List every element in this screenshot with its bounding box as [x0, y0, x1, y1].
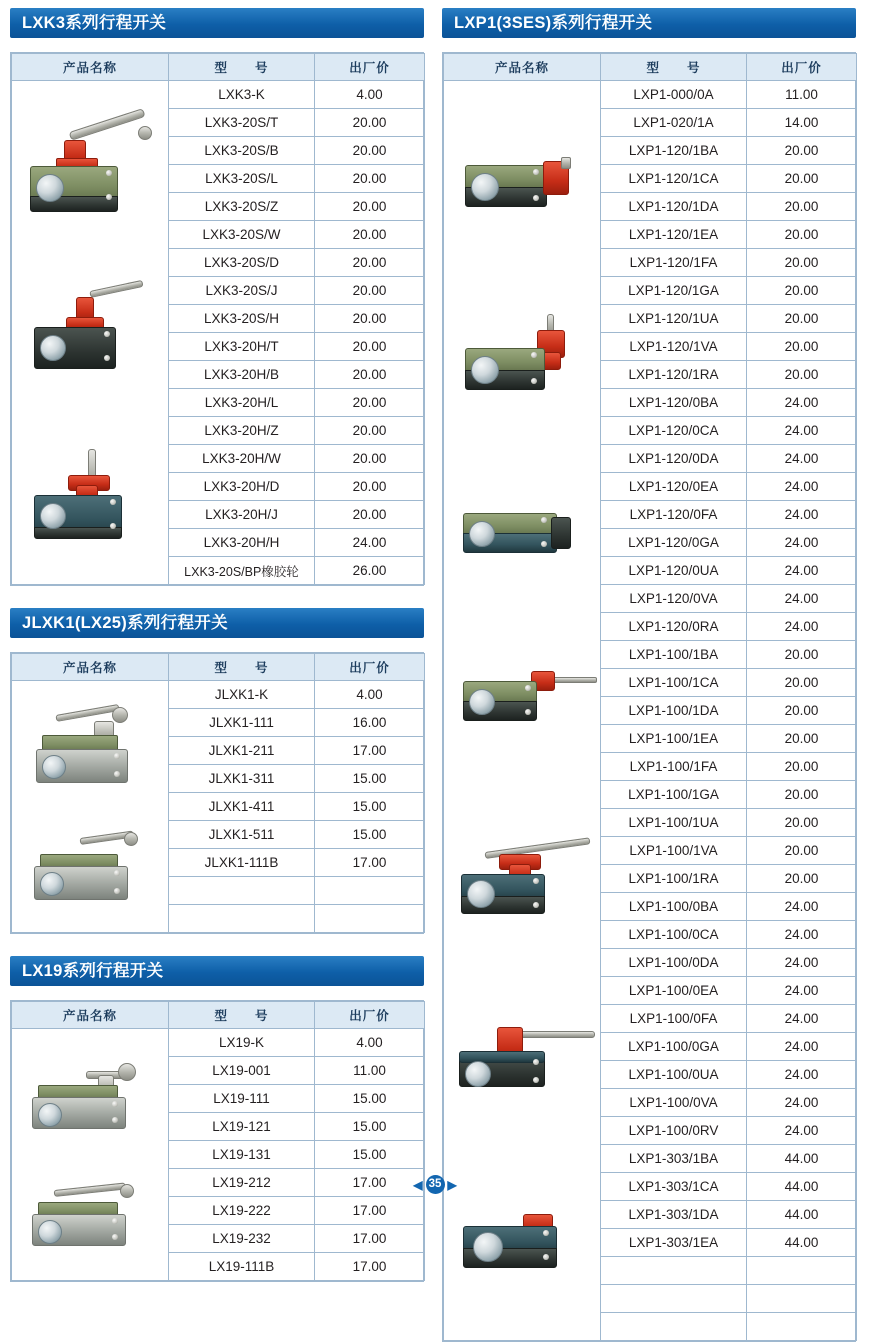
cell-price: 20.00 — [747, 641, 857, 669]
cell-model: LXP1-100/0VA — [601, 1089, 747, 1117]
cell-price: 24.00 — [747, 557, 857, 585]
product-image-lxp1 — [444, 81, 601, 1341]
cell-model: LXK3-20S/BP橡胶轮 — [169, 557, 315, 585]
cell-price: 15.00 — [315, 765, 425, 793]
table-lx19 — [10, 1000, 424, 1282]
cell-model: LXP1-120/0GA — [601, 529, 747, 557]
cell-model: LXP1-100/0GA — [601, 1033, 747, 1061]
cell-price — [747, 1313, 857, 1341]
cell-model: LX19-121 — [169, 1113, 315, 1141]
cell-model: LXP1-120/0UA — [601, 557, 747, 585]
cell-price: 4.00 — [315, 1029, 425, 1057]
cell-model: LXP1-100/0CA — [601, 921, 747, 949]
cell-price: 20.00 — [747, 697, 857, 725]
cell-model: LXP1-100/0DA — [601, 949, 747, 977]
cell-price: 20.00 — [747, 361, 857, 389]
section-header-jlxk1 — [10, 608, 424, 638]
section-header-lx19 — [10, 956, 424, 986]
cell-price: 20.00 — [747, 221, 857, 249]
table-row — [12, 81, 425, 109]
cell-model: JLXK1-211 — [169, 737, 315, 765]
cell-price: 15.00 — [315, 821, 425, 849]
cell-price — [315, 877, 425, 905]
col-header-model: 型 号 — [169, 1002, 315, 1029]
cell-model: LXP1-100/0RV — [601, 1117, 747, 1145]
cell-price: 4.00 — [315, 81, 425, 109]
table-header-row — [12, 654, 425, 681]
cell-model: LXK3-20S/L — [169, 165, 315, 193]
cell-model: LX19-K — [169, 1029, 315, 1057]
cell-price: 20.00 — [747, 781, 857, 809]
cell-price: 20.00 — [315, 389, 425, 417]
cell-price: 20.00 — [315, 165, 425, 193]
cell-model: LXK3-20S/J — [169, 277, 315, 305]
cell-price: 14.00 — [747, 109, 857, 137]
cell-price: 24.00 — [747, 1005, 857, 1033]
cell-price: 15.00 — [315, 1113, 425, 1141]
cell-model: LXK3-20S/D — [169, 249, 315, 277]
switch-illustration-lxp1-6 — [447, 1015, 597, 1105]
switch-illustration-lxk3-rod — [20, 449, 160, 541]
cell-price: 16.00 — [315, 709, 425, 737]
cell-model: LX19-001 — [169, 1057, 315, 1085]
col-header-product-name: 产品名称 — [444, 54, 601, 81]
cell-price: 24.00 — [747, 1061, 857, 1089]
product-image-jlxk1 — [12, 681, 169, 933]
section-header-lxp1 — [442, 8, 856, 38]
cell-model: LXP1-100/1VA — [601, 837, 747, 865]
cell-model: LX19-111 — [169, 1085, 315, 1113]
cell-price: 44.00 — [747, 1145, 857, 1173]
cell-price: 20.00 — [747, 809, 857, 837]
cell-price: 15.00 — [315, 793, 425, 821]
cell-price: 24.00 — [747, 585, 857, 613]
cell-price: 24.00 — [315, 529, 425, 557]
cell-price: 20.00 — [315, 305, 425, 333]
switch-illustration-lxk3-20s — [20, 124, 160, 214]
cell-model: LXK3-20H/B — [169, 361, 315, 389]
page-footer — [0, 1175, 870, 1194]
switch-illustration-lxk3-20h — [20, 287, 160, 375]
cell-model: LXP1-120/0VA — [601, 585, 747, 613]
cell-model: LXP1-100/1GA — [601, 781, 747, 809]
cell-price — [747, 1257, 857, 1285]
cell-model: LXP1-100/1DA — [601, 697, 747, 725]
cell-price: 20.00 — [747, 249, 857, 277]
cell-model: JLXK1-411 — [169, 793, 315, 821]
cell-price: 15.00 — [315, 1141, 425, 1169]
cell-model: LXK3-20H/L — [169, 389, 315, 417]
cell-price: 24.00 — [747, 893, 857, 921]
cell-model: LXP1-100/0EA — [601, 977, 747, 1005]
switch-illustration-lxp1-7 — [447, 1202, 597, 1274]
cell-price: 20.00 — [747, 669, 857, 697]
cell-price: 20.00 — [747, 305, 857, 333]
cell-price: 20.00 — [315, 109, 425, 137]
cell-price: 20.00 — [747, 193, 857, 221]
table-header-row — [444, 54, 857, 81]
cell-price: 20.00 — [315, 249, 425, 277]
cell-model: LXP1-100/0BA — [601, 893, 747, 921]
cell-model: LXP1-120/0CA — [601, 417, 747, 445]
cell-price: 20.00 — [747, 165, 857, 193]
cell-model: LXP1-120/1FA — [601, 249, 747, 277]
cell-price: 26.00 — [315, 557, 425, 585]
table-header-row — [12, 54, 425, 81]
cell-model: LXP1-303/1DA — [601, 1201, 747, 1229]
cell-model: LXK3-20H/H — [169, 529, 315, 557]
cell-model: LXP1-303/1CA — [601, 1173, 747, 1201]
cell-price: 44.00 — [747, 1201, 857, 1229]
cell-model: LXP1-100/1BA — [601, 641, 747, 669]
cell-model: LXK3-20S/W — [169, 221, 315, 249]
cell-model: LXK3-20H/Z — [169, 417, 315, 445]
cell-price: 24.00 — [747, 977, 857, 1005]
cell-price: 20.00 — [747, 865, 857, 893]
cell-price: 20.00 — [747, 277, 857, 305]
cell-price: 17.00 — [315, 1197, 425, 1225]
table-header-row — [12, 1002, 425, 1029]
cell-model: LXP1-120/1DA — [601, 193, 747, 221]
cell-price — [747, 1285, 857, 1313]
cell-price: 17.00 — [315, 849, 425, 877]
cell-price: 15.00 — [315, 1085, 425, 1113]
cell-model: LXK3-20H/W — [169, 445, 315, 473]
col-header-product-name: 产品名称 — [12, 1002, 169, 1029]
cell-price: 20.00 — [315, 445, 425, 473]
col-header-model: 型 号 — [169, 54, 315, 81]
cell-price: 17.00 — [315, 737, 425, 765]
left-column — [10, 8, 424, 1342]
cell-price: 20.00 — [747, 333, 857, 361]
col-header-price: 出厂价 — [315, 54, 425, 81]
product-image-lx19 — [12, 1029, 169, 1281]
cell-price: 44.00 — [747, 1173, 857, 1201]
cell-price: 17.00 — [315, 1169, 425, 1197]
switch-illustration-lxp1-4 — [447, 659, 597, 729]
cell-model: LXP1-100/1CA — [601, 669, 747, 697]
col-header-product-name: 产品名称 — [12, 54, 169, 81]
cell-model: LXP1-120/1RA — [601, 361, 747, 389]
cell-model: LXK3-20S/T — [169, 109, 315, 137]
cell-model: LXK3-20H/J — [169, 501, 315, 529]
cell-price: 20.00 — [315, 417, 425, 445]
cell-model: LXP1-120/0BA — [601, 389, 747, 417]
cell-price: 24.00 — [747, 445, 857, 473]
col-header-price: 出厂价 — [315, 1002, 425, 1029]
cell-model: LXP1-120/0FA — [601, 501, 747, 529]
table-row — [12, 1029, 425, 1057]
col-header-model: 型 号 — [169, 654, 315, 681]
cell-price: 24.00 — [747, 613, 857, 641]
cell-model — [169, 905, 315, 933]
cell-price: 24.00 — [747, 473, 857, 501]
section-title: LX19系列行程开关 — [22, 961, 164, 980]
cell-model: LXK3-20S/Z — [169, 193, 315, 221]
cell-model: JLXK1-111 — [169, 709, 315, 737]
switch-illustration-jlxk1-a — [20, 705, 160, 793]
cell-price: 20.00 — [315, 277, 425, 305]
cell-model: LXP1-100/0UA — [601, 1061, 747, 1089]
cell-price: 20.00 — [747, 753, 857, 781]
table-row — [12, 681, 425, 709]
cell-model: LXP1-120/1BA — [601, 137, 747, 165]
cell-price: 24.00 — [747, 529, 857, 557]
table-jlxk1 — [10, 652, 424, 934]
cell-model: LXP1-303/1BA — [601, 1145, 747, 1173]
cell-price: 24.00 — [747, 921, 857, 949]
page-columns — [10, 8, 860, 1342]
product-image-lxk3 — [12, 81, 169, 585]
section-title: JLXK1(LX25)系列行程开关 — [22, 613, 228, 632]
cell-price: 20.00 — [315, 333, 425, 361]
switch-illustration-lx19-a — [20, 1055, 160, 1135]
right-column — [442, 8, 856, 1342]
cell-price: 20.00 — [747, 837, 857, 865]
next-page-arrow-icon: ▶ — [447, 1177, 457, 1192]
cell-price: 24.00 — [747, 1089, 857, 1117]
cell-model: LXK3-K — [169, 81, 315, 109]
cell-model: LXK3-20S/B — [169, 137, 315, 165]
cell-model — [169, 877, 315, 905]
cell-model: LX19-222 — [169, 1197, 315, 1225]
table-lxp1 — [442, 52, 856, 1342]
cell-price: 11.00 — [747, 81, 857, 109]
switch-illustration-lxp1-3 — [447, 497, 597, 563]
cell-price: 20.00 — [747, 137, 857, 165]
switch-illustration-lxp1-2 — [447, 314, 597, 400]
cell-price: 24.00 — [747, 417, 857, 445]
cell-model: LXP1-000/0A — [601, 81, 747, 109]
cell-model — [601, 1285, 747, 1313]
cell-price: 20.00 — [747, 725, 857, 753]
cell-model: JLXK1-511 — [169, 821, 315, 849]
cell-price: 20.00 — [315, 361, 425, 389]
cell-price: 4.00 — [315, 681, 425, 709]
cell-price: 24.00 — [747, 949, 857, 977]
cell-price: 20.00 — [315, 501, 425, 529]
cell-model: LXP1-303/1EA — [601, 1229, 747, 1257]
cell-model: LXK3-20H/D — [169, 473, 315, 501]
cell-model: JLXK1-K — [169, 681, 315, 709]
cell-price: 20.00 — [315, 137, 425, 165]
cell-model: LXP1-120/0RA — [601, 613, 747, 641]
cell-model: JLXK1-311 — [169, 765, 315, 793]
cell-price: 24.00 — [747, 501, 857, 529]
cell-model: LXP1-120/0EA — [601, 473, 747, 501]
switch-illustration-lxp1-1 — [447, 147, 597, 217]
cell-price: 24.00 — [747, 1033, 857, 1061]
cell-price: 17.00 — [315, 1253, 425, 1281]
page-number: 35 — [426, 1175, 445, 1194]
cell-model: LXP1-100/1EA — [601, 725, 747, 753]
section-title: LXP1(3SES)系列行程开关 — [454, 13, 653, 32]
cell-model: JLXK1-111B — [169, 849, 315, 877]
cell-price: 17.00 — [315, 1225, 425, 1253]
cell-model: LXP1-100/1RA — [601, 865, 747, 893]
table-row — [444, 81, 857, 109]
cell-price — [315, 905, 425, 933]
cell-price: 20.00 — [315, 473, 425, 501]
cell-model: LXK3-20H/T — [169, 333, 315, 361]
cell-model: LXP1-120/1GA — [601, 277, 747, 305]
col-header-model: 型 号 — [601, 54, 747, 81]
cell-price: 24.00 — [747, 1117, 857, 1145]
cell-model: LX19-212 — [169, 1169, 315, 1197]
cell-model: LXP1-020/1A — [601, 109, 747, 137]
prev-page-arrow-icon: ◀ — [413, 1177, 423, 1192]
cell-model — [601, 1313, 747, 1341]
cell-price: 11.00 — [315, 1057, 425, 1085]
col-header-price: 出厂价 — [315, 654, 425, 681]
cell-model: LXP1-120/1VA — [601, 333, 747, 361]
cell-model: LX19-111B — [169, 1253, 315, 1281]
section-header-lxk3 — [10, 8, 424, 38]
cell-model: LXP1-100/1FA — [601, 753, 747, 781]
switch-illustration-lxp1-5 — [447, 826, 597, 918]
cell-price: 44.00 — [747, 1229, 857, 1257]
cell-model: LXP1-120/1UA — [601, 305, 747, 333]
cell-model: LXK3-20S/H — [169, 305, 315, 333]
cell-model: LXP1-120/0DA — [601, 445, 747, 473]
cell-model: LXP1-100/1UA — [601, 809, 747, 837]
cell-model: LXP1-120/1CA — [601, 165, 747, 193]
cell-model — [601, 1257, 747, 1285]
table-lxk3 — [10, 52, 424, 586]
cell-price: 20.00 — [315, 193, 425, 221]
cell-price: 20.00 — [315, 221, 425, 249]
cell-model: LX19-232 — [169, 1225, 315, 1253]
section-title: LXK3系列行程开关 — [22, 13, 167, 32]
col-header-product-name: 产品名称 — [12, 654, 169, 681]
col-header-price: 出厂价 — [747, 54, 857, 81]
cell-model: LXP1-100/0FA — [601, 1005, 747, 1033]
cell-model: LXP1-120/1EA — [601, 221, 747, 249]
switch-illustration-jlxk1-b — [20, 828, 160, 908]
cell-price: 24.00 — [747, 389, 857, 417]
cell-model: LX19-131 — [169, 1141, 315, 1169]
